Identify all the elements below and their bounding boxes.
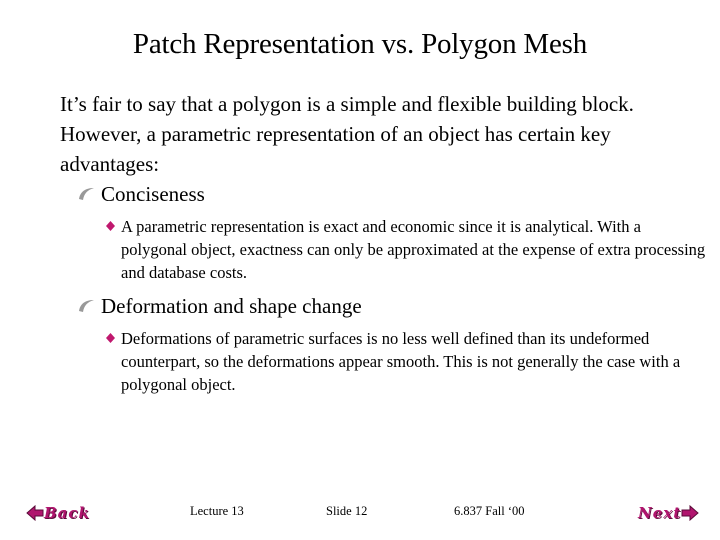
section-bullet-deformation [106,327,706,396]
section-heading-label: Conciseness [101,182,205,206]
arrow-right-icon [681,505,699,521]
bullet-text: A parametric representation is exact and economic since it is analytical. With a polygonal object, exactness can only be approximated at the expense of extra processing and database costs. [121,217,706,282]
slide-title: Patch Representation vs. Polygon Mesh [132,28,588,60]
section-heading-label: Deformation and shape change [101,294,362,318]
bullet-text: Deformations of parametric surfaces is no less well defined than its undeformed counterpart, so the deformations appear smooth. This is not generally the case with a polygonal object. [121,329,681,394]
section-bullet-conciseness [106,215,706,284]
next-button-label: Next [638,504,682,522]
arrow-left-icon [26,505,44,521]
swoosh-icon [76,184,100,204]
next-button[interactable] [638,500,699,526]
section-heading-deformation [76,292,362,320]
section-heading-conciseness [76,180,205,208]
swoosh-icon [76,296,100,316]
intro-paragraph: It’s fair to say that a polygon is a simple and flexible building block. However, a parametric representation of an object has certain key advantages: [60,92,634,176]
diamond-icon [106,333,115,343]
diamond-icon [106,221,115,231]
footer-lecture: Lecture 13 [190,504,244,518]
back-button-label: Back [44,504,90,522]
footer-course: 6.837 Fall ‘00 [454,504,525,518]
back-button[interactable] [26,500,90,526]
footer-slide-number: Slide 12 [326,504,368,518]
